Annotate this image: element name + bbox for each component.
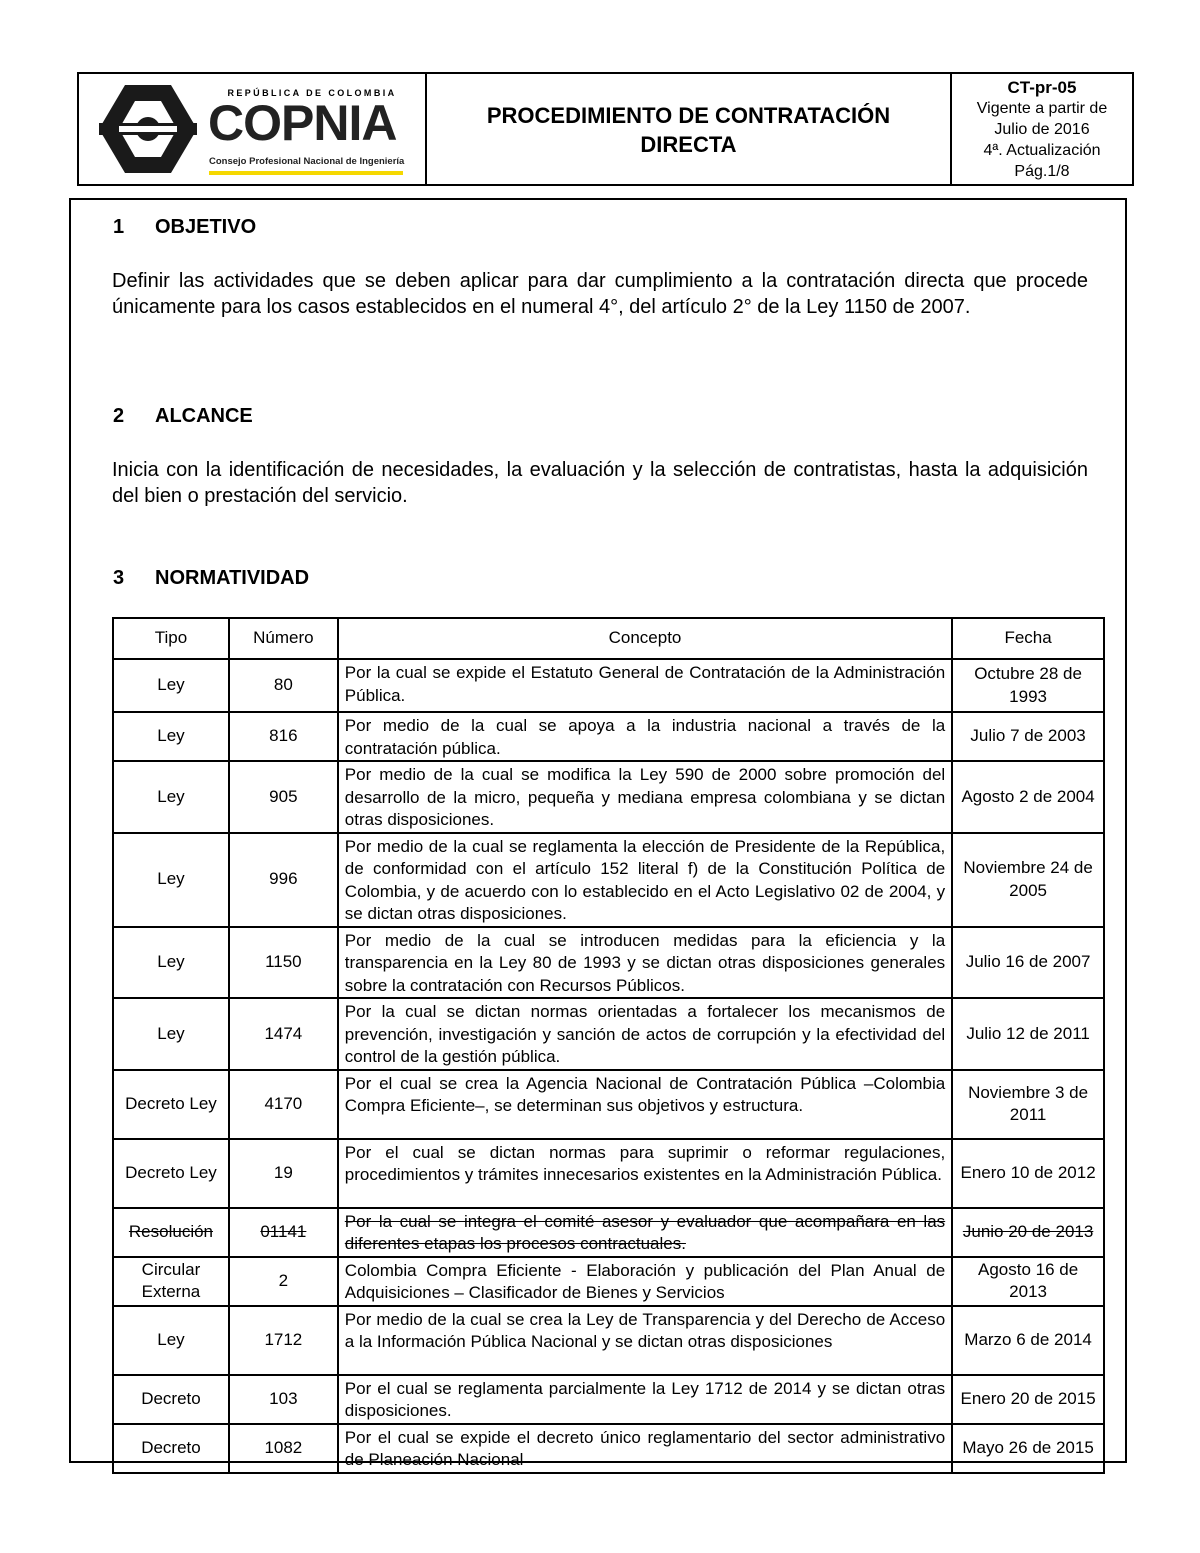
cell-fecha: Octubre 28 de 1993 <box>952 659 1104 712</box>
section-1-title: OBJETIVO <box>155 216 257 238</box>
vigente-line-1: Vigente a partir de <box>976 100 1108 117</box>
cell-tipo: Decreto <box>113 1424 229 1473</box>
cell-tipo: Decreto <box>113 1375 229 1424</box>
section-1-heading <box>113 216 256 239</box>
logo-country-text: REPÚBLICA DE COLOMBIA <box>227 88 397 98</box>
cell-tipo: Ley <box>113 927 229 999</box>
cell-fecha: Agosto 2 de 2004 <box>952 761 1104 833</box>
cell-fecha: Julio 7 de 2003 <box>952 712 1104 761</box>
cell-concepto: Por medio de la cual se crea la Ley de Transparencia y del Derecho de Acceso a la Información Pública Nacional y se dictan otras disposiciones <box>338 1306 952 1375</box>
cell-fecha: Marzo 6 de 2014 <box>952 1306 1104 1375</box>
table-row <box>113 1257 1104 1306</box>
cell-concepto: Por el cual se dictan normas para suprimir o reformar regulaciones, procedimientos y trámites innecesarios existentes en la Administración Pública. <box>338 1139 952 1208</box>
header-numero: Número <box>229 618 338 659</box>
cell-tipo: Ley <box>113 761 229 833</box>
cell-tipo: Resolución <box>113 1208 229 1257</box>
cell-concepto: Colombia Compra Eficiente - Elaboración y publicación del Plan Anual de Adquisiciones – Clasificador de Bienes y Servicios <box>338 1257 952 1306</box>
cell-numero: 1712 <box>229 1306 338 1375</box>
copnia-logo-icon <box>99 85 197 173</box>
cell-fecha: Julio 12 de 2011 <box>952 998 1104 1070</box>
cell-tipo: Ley <box>113 998 229 1070</box>
cell-fecha: Noviembre 24 de 2005 <box>952 833 1104 927</box>
table-row <box>113 712 1104 761</box>
table-row <box>113 1139 1104 1208</box>
cell-numero: 1150 <box>229 927 338 999</box>
section-1-number: 1 <box>113 216 125 238</box>
section-3-number: 3 <box>113 567 125 589</box>
header-fecha: Fecha <box>952 618 1104 659</box>
cell-numero: 1474 <box>229 998 338 1070</box>
document-header <box>77 72 1134 186</box>
cell-fecha: Noviembre 3 de 2011 <box>952 1070 1104 1139</box>
normatividad-table <box>112 617 1105 1474</box>
cell-tipo: Circular Externa <box>113 1257 229 1306</box>
header-concepto: Concepto <box>338 618 952 659</box>
cell-fecha: Enero 20 de 2015 <box>952 1375 1104 1424</box>
document-meta <box>952 74 1132 184</box>
actualizacion: 4ª. Actualización <box>983 142 1101 159</box>
cell-numero: 1082 <box>229 1424 338 1473</box>
logo-cell <box>79 74 427 184</box>
cell-numero: 905 <box>229 761 338 833</box>
cell-tipo: Ley <box>113 659 229 712</box>
table-row <box>113 998 1104 1070</box>
cell-numero: 19 <box>229 1139 338 1208</box>
cell-concepto: Por el cual se expide el decreto único reglamentario del sector administrativo de Planeación Nacional <box>338 1424 952 1473</box>
cell-tipo: Ley <box>113 833 229 927</box>
cell-concepto: Por medio de la cual se apoya a la industria nacional a través de la contratación pública. <box>338 712 952 761</box>
table-body <box>113 659 1104 1473</box>
logo-subtitle: Consejo Profesional Nacional de Ingeniería <box>209 156 405 167</box>
table-row <box>113 1375 1104 1424</box>
cell-fecha: Julio 16 de 2007 <box>952 927 1104 999</box>
title-line-2: DIRECTA <box>640 132 737 157</box>
table-row <box>113 659 1104 712</box>
table-row <box>113 1208 1104 1257</box>
table-row <box>113 1424 1104 1473</box>
cell-tipo: Decreto Ley <box>113 1070 229 1139</box>
table-row <box>113 927 1104 999</box>
cell-concepto: Por medio de la cual se reglamenta la elección de Presidente de la República, de conformidad con el artículo 152 literal f) de la Constitución Política de Colombia, y de acuerdo con lo establecido en el Acto Legislativo 02 de 2004, y se dictan otras disposiciones. <box>338 833 952 927</box>
cell-fecha: Enero 10 de 2012 <box>952 1139 1104 1208</box>
cell-numero: 80 <box>229 659 338 712</box>
logo-accent-line <box>209 171 403 175</box>
header-tipo: Tipo <box>113 618 229 659</box>
table-row <box>113 833 1104 927</box>
cell-concepto: Por medio de la cual se modifica la Ley 590 de 2000 sobre promoción del desarrollo de la micro, pequeña y mediana empresa colombiana y se dictan otras disposiciones. <box>338 761 952 833</box>
title-line-1: PROCEDIMIENTO DE CONTRATACIÓN <box>486 103 891 128</box>
cell-numero: 01141 <box>229 1208 338 1257</box>
table-row <box>113 1306 1104 1375</box>
cell-concepto: Por la cual se dictan normas orientadas a fortalecer los mecanismos de prevención, investigación y sanción de actos de corrupción y la efectividad del control de la gestión pública. <box>338 998 952 1070</box>
section-3-title: NORMATIVIDAD <box>155 567 310 589</box>
cell-concepto: Por la cual se expide el Estatuto General de Contratación de la Administración Pública. <box>338 659 952 712</box>
section-1-text: Definir las actividades que se deben aplicar para dar cumplimiento a la contratación directa que procede únicamente para los casos establecidos en el numeral 4°, del artículo 2° de la Ley 1150 de 2007. <box>112 270 1088 318</box>
cell-tipo: Decreto Ley <box>113 1139 229 1208</box>
section-2-number: 2 <box>113 405 125 427</box>
cell-numero: 816 <box>229 712 338 761</box>
cell-numero: 103 <box>229 1375 338 1424</box>
cell-numero: 2 <box>229 1257 338 1306</box>
section-2-title: ALCANCE <box>155 405 253 427</box>
section-2-heading <box>113 405 253 428</box>
document-code: CT-pr-05 <box>1007 78 1077 97</box>
cell-fecha: Mayo 26 de 2015 <box>952 1424 1104 1473</box>
page-number: Pág.1/8 <box>1014 163 1070 180</box>
logo-wordmark: COPNIA <box>208 95 397 151</box>
cell-numero: 4170 <box>229 1070 338 1139</box>
cell-numero: 996 <box>229 833 338 927</box>
section-2-text: Inicia con la identificación de necesidades, la evaluación y la selección de contratistas, hasta la adquisición del bien o prestación del servicio. <box>112 459 1088 507</box>
cell-fecha: Junio 20 de 2013 <box>952 1208 1104 1257</box>
cell-concepto: Por medio de la cual se introducen medidas para la eficiencia y la transparencia en la Ley 80 de 1993 y se dictan otras disposiciones generales sobre la contratación con Recursos Públicos. <box>338 927 952 999</box>
table-header-row <box>113 618 1104 659</box>
cell-concepto: Por la cual se integra el comité asesor y evaluador que acompañara en las diferentes etapas los procesos contractuales. <box>338 1208 952 1257</box>
cell-concepto: Por el cual se reglamenta parcialmente la Ley 1712 de 2014 y se dictan otras disposiciones. <box>338 1375 952 1424</box>
cell-concepto: Por el cual se crea la Agencia Nacional de Contratación Pública –Colombia Compra Eficiente–, se determinan sus objetivos y estructura. <box>338 1070 952 1139</box>
document-title <box>427 74 952 184</box>
vigente-line-2: Julio de 2016 <box>994 121 1090 138</box>
table-row <box>113 761 1104 833</box>
cell-fecha: Agosto 16 de 2013 <box>952 1257 1104 1306</box>
cell-tipo: Ley <box>113 1306 229 1375</box>
table-row <box>113 1070 1104 1139</box>
cell-tipo: Ley <box>113 712 229 761</box>
section-3-heading <box>113 567 309 590</box>
